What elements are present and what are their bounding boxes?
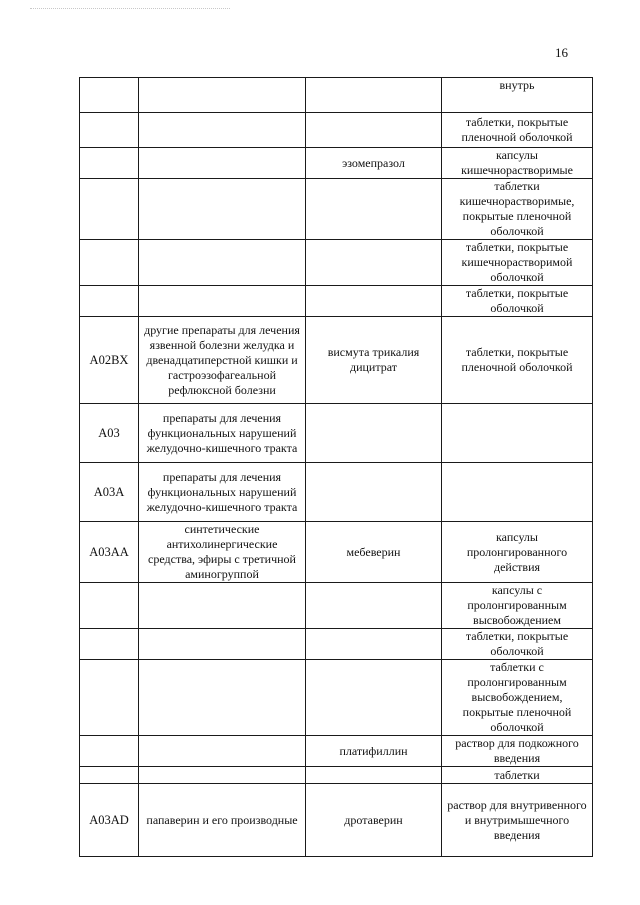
- inn-cell: [306, 179, 442, 240]
- dosage-form-cell: раствор для внутривенного и внутримышечного введения: [442, 784, 593, 857]
- inn-cell: мебеверин: [306, 522, 442, 583]
- atc-code-cell: A03A: [80, 463, 139, 522]
- atc-code-cell: [80, 736, 139, 767]
- group-cell: препараты для лечения функциональных нарушений желудочно-кишечного тракта: [139, 463, 306, 522]
- dosage-form-cell: капсулы пролонгированного действия: [442, 522, 593, 583]
- group-cell: [139, 78, 306, 113]
- dosage-form-cell: капсулы с пролонгированным высвобождением: [442, 583, 593, 629]
- table-row: [80, 179, 593, 240]
- atc-code-cell: [80, 179, 139, 240]
- inn-cell: [306, 286, 442, 317]
- inn-cell: [306, 240, 442, 286]
- table-row: [80, 522, 593, 583]
- group-cell: [139, 583, 306, 629]
- dosage-form-cell: таблетки: [442, 767, 593, 784]
- atc-code-cell: A03: [80, 404, 139, 463]
- dosage-form-cell: [442, 404, 593, 463]
- inn-cell: [306, 463, 442, 522]
- table-row: [80, 583, 593, 629]
- inn-cell: [306, 629, 442, 660]
- table-row: [80, 404, 593, 463]
- drug-table: [79, 77, 593, 857]
- group-cell: папаверин и его производные: [139, 784, 306, 857]
- dosage-form-cell: таблетки, покрытые кишечнорастворимой оболочкой: [442, 240, 593, 286]
- group-cell: [139, 767, 306, 784]
- inn-cell: [306, 583, 442, 629]
- table-row: [80, 317, 593, 404]
- atc-code-cell: [80, 767, 139, 784]
- table-row: [80, 113, 593, 148]
- dosage-form-cell: капсулы кишечнорастворимые: [442, 148, 593, 179]
- group-cell: [139, 148, 306, 179]
- dosage-form-cell: раствор для подкожного введения: [442, 736, 593, 767]
- table-row: [80, 148, 593, 179]
- table-row: [80, 78, 593, 113]
- inn-cell: висмута трикалия дицитрат: [306, 317, 442, 404]
- dosage-form-cell: таблетки кишечнорастворимые, покрытые пленочной оболочкой: [442, 179, 593, 240]
- inn-cell: [306, 113, 442, 148]
- atc-code-cell: [80, 286, 139, 317]
- table-row: [80, 736, 593, 767]
- atc-code-cell: [80, 583, 139, 629]
- inn-cell: [306, 78, 442, 113]
- dosage-form-cell: [442, 463, 593, 522]
- group-cell: препараты для лечения функциональных нарушений желудочно-кишечного тракта: [139, 404, 306, 463]
- table-row: [80, 286, 593, 317]
- table-row: [80, 463, 593, 522]
- page-number: 16: [555, 45, 568, 60]
- atc-code-cell: [80, 78, 139, 113]
- atc-code-cell: A02BX: [80, 317, 139, 404]
- atc-code-cell: [80, 240, 139, 286]
- atc-code-cell: [80, 148, 139, 179]
- inn-cell: [306, 767, 442, 784]
- group-cell: [139, 286, 306, 317]
- inn-cell: дротаверин: [306, 784, 442, 857]
- group-cell: [139, 629, 306, 660]
- dosage-form-cell: таблетки, покрытые пленочной оболочкой: [442, 113, 593, 148]
- dosage-form-cell: таблетки, покрытые оболочкой: [442, 286, 593, 317]
- dosage-form-cell: таблетки, покрытые пленочной оболочкой: [442, 317, 593, 404]
- inn-cell: эзомепразол: [306, 148, 442, 179]
- table-row: [80, 660, 593, 736]
- inn-cell: платифиллин: [306, 736, 442, 767]
- group-cell: [139, 179, 306, 240]
- table-row: [80, 784, 593, 857]
- atc-code-cell: [80, 660, 139, 736]
- atc-code-cell: [80, 629, 139, 660]
- table-row: [80, 629, 593, 660]
- group-cell: [139, 660, 306, 736]
- group-cell: синтетические антихолинергические средства, эфиры с третичной аминогруппой: [139, 522, 306, 583]
- group-cell: [139, 113, 306, 148]
- table-row: [80, 240, 593, 286]
- inn-cell: [306, 404, 442, 463]
- group-cell: другие препараты для лечения язвенной болезни желудка и двенадцатиперстной кишки и гастроэзофагеальной рефлюксной болезни: [139, 317, 306, 404]
- inn-cell: [306, 660, 442, 736]
- dosage-form-cell: таблетки, покрытые оболочкой: [442, 629, 593, 660]
- dosage-form-cell: внутрь: [442, 78, 593, 113]
- atc-code-cell: A03AA: [80, 522, 139, 583]
- dosage-form-cell: таблетки с пролонгированным высвобождением, покрытые пленочной оболочкой: [442, 660, 593, 736]
- scan-artifact: [30, 8, 230, 13]
- group-cell: [139, 240, 306, 286]
- atc-code-cell: [80, 113, 139, 148]
- atc-code-cell: A03AD: [80, 784, 139, 857]
- table-row: [80, 767, 593, 784]
- group-cell: [139, 736, 306, 767]
